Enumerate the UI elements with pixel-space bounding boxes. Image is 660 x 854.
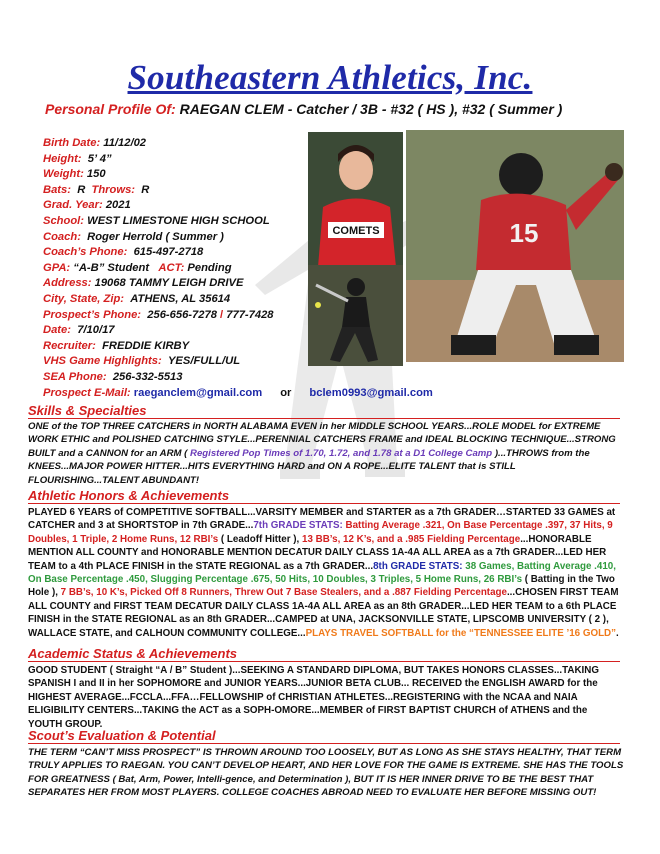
profile-value: RAEGAN CLEM - Catcher / 3B - #32 ( HS ), #32 ( Summer ) [179,101,563,117]
field-email: Prospect E-Mail: raeganclem@gmail.com or bclem0993@gmail.com [43,386,433,399]
page-title: Southeastern Athletics, Inc. [127,58,533,97]
section-scout-text: THE TERM “CAN’T MISS PROSPECT” IS THROWN AROUND TOO LOOSELY, BUT AS LONG AS SHE STAYS HEALTHY, THAT TERM TRULY APPLIES TO RAEGAN. YOU CAN’T DEVELOP HEART, AND HER LOVE FOR THE GAME IS EXTREME. SHE HAS THE TOOLS FOR GREATNESS ( Bat, Arm, Power, Intelli-gence, and Determination ), BUT IT IS HER INNER DRIVE TO BE THE BEST THAT SEPARATES HER FROM MOST PLAYERS. COLLEGE COACHES ABROAD NEED TO EVALUATE HER BEFORE MISSING OUT! [28,747,624,799]
field-grad-year: Grad. Year: 2021 [43,199,131,212]
player-portrait-photo [308,132,403,267]
profile-label: Personal Profile Of: [45,101,176,117]
profile-line [45,101,562,117]
field-prospect-phone: Prospect’s Phone: 256-656-7278 / 777-7428 [43,308,274,321]
email-link-secondary[interactable]: bclem0993@gmail.com [309,386,433,399]
field-height: Height: 5’ 4” [43,152,112,165]
field-weight: Weight: 150 [43,168,106,181]
batter-illustration [308,265,403,366]
section-scout-heading: Scout’s Evaluation & Potential [28,728,620,744]
email-link-primary[interactable]: raeganclem@gmail.com [133,386,263,399]
section-honors-heading: Athletic Honors & Achievements [28,488,620,504]
field-school: School: WEST LIMESTONE HIGH SCHOOL [43,214,270,227]
section-academic-heading: Academic Status & Achievements [28,646,620,662]
catcher-illustration [406,130,624,362]
field-sea-phone: SEA Phone: 256-332-5513 [43,370,183,383]
portrait-illustration [308,132,403,267]
field-gpa-act: GPA: “A-B” Student ACT: Pending [43,261,232,274]
field-bats-throws: Bats: R Throws: R [43,183,150,196]
section-skills-heading: Skills & Specialties [28,403,620,419]
section-academic-text: GOOD STUDENT ( Straight “A / B” Student )...SEEKING A STANDARD DIPLOMA, BUT TAKES HONORS CLASSES...TAKING SPANISH I and II in her SOPHOMORE and JUNIOR YEARS...JUNIOR BETA CLUB... RECEIVED the ENGLISH AWARD for the HIGHEST AVERAGE...FCCLA...FFA…FELLOWSHIP of CHRISTIAN ATHLETES...REGISTERING with the NCAA and NAIA ELIGIBILITY CENTERS...TAKING the ACT as a SOPH-OMORE...MEMBER of FIRST BAPTIST CHURCH of ATHENS and the YOUTH GROUP. [28,665,599,730]
field-recruiter: Recruiter: FREDDIE KIRBY [43,339,190,352]
field-date: Date: 7/10/17 [43,324,115,337]
catcher-number: 15 [509,218,539,248]
section-honors-text: PLAYED 6 YEARS of COMPETITIVE SOFTBALL...VARSITY MEMBER and STARTER as a 7th GRADER…STARTED 33 GAMES at CATCHER and 3 at SHORTSTOP in 7th GRADE...7th GRADE STATS: Batting Average .321, On Base Percentage .397, 37 Hits, 9 Doubles, 1 Triple, 2 Home Runs, 12 RBI’s ( Leadoff Hitter ), 13 BB’s, 12 K’s, and a .985 Fielding Percentage...HONORABLE MENTION ALL COUNTY and HONORABLE MENTION DECATUR DAILY CLASS 1A-4A ALL AREA as a 7th GRADER...LED HER TEAM to a 4th PLACE FINISH in the STATE REGIONAL as a 7th GRADER...8th GRADE STATS: 38 Games, Batting Average .410, On Base Percentage .450, Slugging Percentage .675, 50 Hits, 10 Doubles, 3 Triples, 5 Home Runs, 26 RBI’s ( Batting in the Two Hole ), 7 BB’s, 10 K’s, Picked Off 8 Runners, Threw Out 7 Base Stealers, and a .887 Fielding Percentage...CHOSEN FIRST TEAM ALL COUNTY and FIRST TEAM DECATUR DAILY CLASS 1A-4A ALL AREA as an 8th GRADER...LED HER TEAM to a 6th PLACE FINISH in the STATE REGIONAL as an 8th GRADER...CAMPED at UNA, JACKSONVILLE STATE, LIPSCOMB UNIVERSITY ( 2 ), WALLACE STATE, and CALHOUN COMMUNITY COLLEGE...PLAYS TRAVEL SOFTBALL for the “TENNESSEE ELITE ’16 GOLD”. [28,507,619,639]
section-skills-text: ONE of the TOP THREE CATCHERS in NORTH ALABAMA EVEN in her MIDDLE SCHOOL YEARS...ROLE MODEL for EXTREME WORK ETHIC and POLISHED CATCHING STYLE...PERENNIAL CATCHERS FRAME and IDEAL BLOCKING TECHNIQUE...STRONG BUILT and a CANNON for an ARM ( Registered Pop Times of 1.70, 1.72, and 1.78 at a D1 College Camp )...THROWS from the KNEES...MAJOR POWER HITTER...HITS EVERYTHING HARD and ON A ROPE...ELITE TALENT that is STILL FLOURISHING...TALENT ABUNDANT! [28,421,616,486]
field-city-state-zip: City, State, Zip: ATHENS, AL 35614 [43,292,231,305]
field-vhs: VHS Game Highlights: YES/FULL/UL [43,355,241,368]
field-coach: Coach: Roger Herrold ( Summer ) [43,230,224,243]
batter-action-photo [308,265,403,366]
field-address: Address: 19068 TAMMY LEIGH DRIVE [43,277,244,290]
field-coach-phone: Coach’s Phone: 615-497-2718 [43,246,204,259]
field-birth-date: Birth Date: 11/12/02 [43,137,147,149]
jersey-text: COMETS [332,225,380,237]
catcher-action-photo [406,130,624,362]
